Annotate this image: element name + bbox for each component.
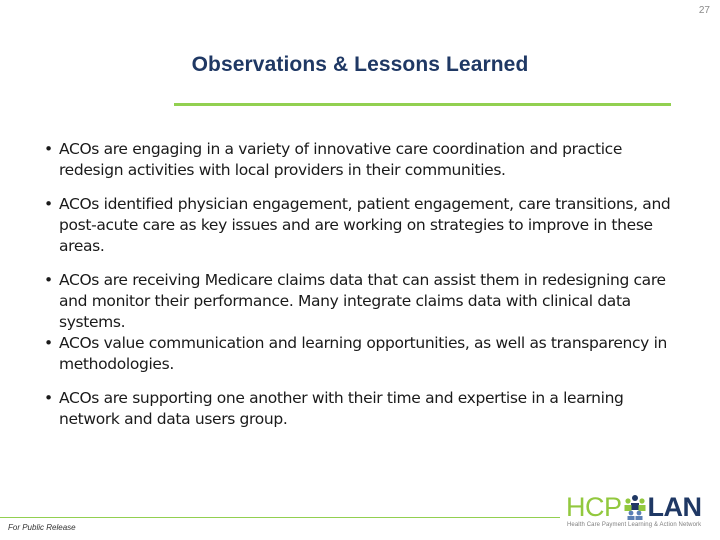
bullet-item xyxy=(44,139,684,181)
bullet-dot: • xyxy=(44,195,53,213)
logo-wordmark xyxy=(566,493,702,521)
logo-tagline: Health Care Payment Learning & Action Network xyxy=(567,522,702,528)
bullet-text: ACOs value communication and learning opportunities, as well as transparency in methodologies. xyxy=(59,334,667,373)
bullet-item xyxy=(44,194,684,257)
bullet-list xyxy=(44,139,684,430)
bullet-text: ACOs are engaging in a variety of innovative care coordination and practice redesign activities with local providers in their communities. xyxy=(59,140,623,179)
footer-release-note: For Public Release xyxy=(8,523,76,532)
hcp-lan-logo xyxy=(566,493,714,531)
page-number: 27 xyxy=(698,5,710,16)
logo-lan-text: LAN xyxy=(647,492,702,522)
title-underline xyxy=(174,103,671,106)
bullet-item xyxy=(44,270,684,333)
people-group-icon xyxy=(623,494,647,520)
footer-divider xyxy=(0,517,560,518)
bullet-text: ACOs are supporting one another with their time and expertise in a learning network and data users group. xyxy=(59,389,624,428)
logo-hcp-text: HCP xyxy=(566,492,622,522)
bullet-dot: • xyxy=(44,140,53,158)
bullet-dot: • xyxy=(44,334,53,352)
bullet-text: ACOs are receiving Medicare claims data that can assist them in redesigning care and monitor their performance. Many integrate claims data with clinical data systems. xyxy=(59,271,666,331)
bullet-item xyxy=(44,333,684,375)
bullet-text: ACOs identified physician engagement, patient engagement, care transitions, and post-acute care as key issues and are working on strategies to improve in these areas. xyxy=(59,195,671,255)
bullet-dot: • xyxy=(44,389,53,407)
page-title: Observations & Lessons Learned xyxy=(191,53,529,76)
bullet-item xyxy=(44,388,684,430)
bullet-dot: • xyxy=(44,271,53,289)
